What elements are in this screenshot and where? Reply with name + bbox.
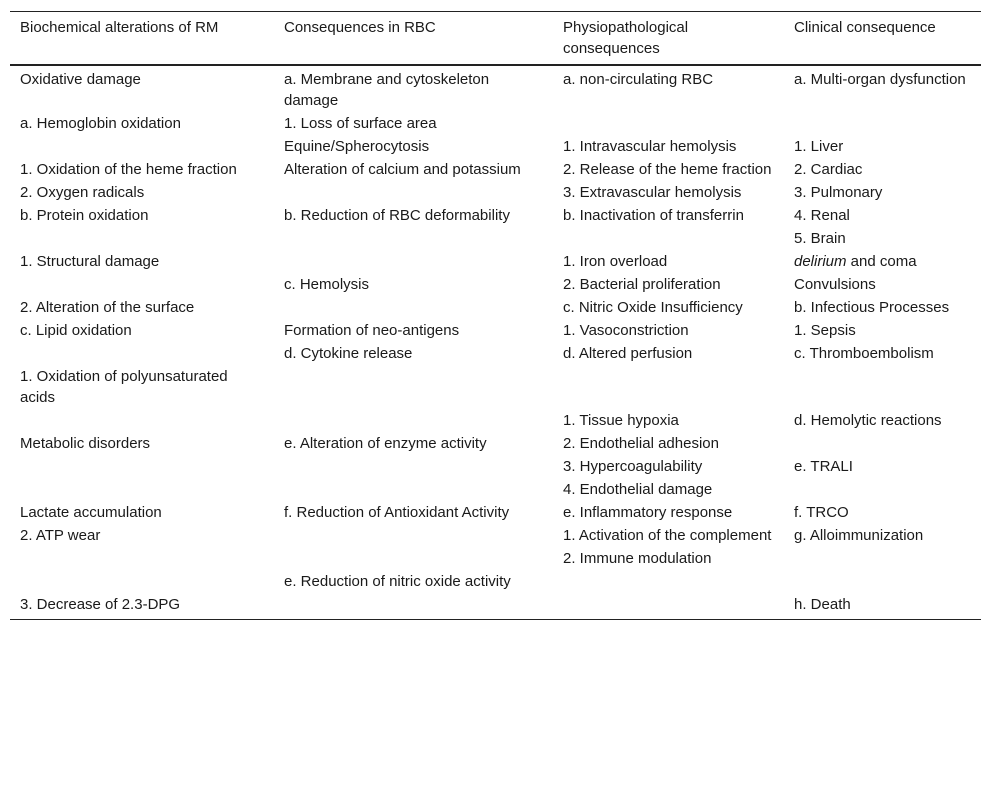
table-cell-delirium [784,250,981,273]
table-row [10,204,981,227]
table-cell [10,342,274,365]
header-rbc: Consequences in RBC [284,19,436,36]
table-cell: a. Hemoglobin oxidation [20,115,181,132]
table-cell: 4. Renal [794,207,850,224]
table-cell [553,112,784,135]
table-cell: d. Cytokine release [284,345,413,362]
consequences-table [10,11,981,620]
table-cell: e. Inflammatory response [563,504,733,521]
header-biochemical: Biochemical alterations of RM [20,19,219,36]
table-cell: 3. Hypercoagulability [563,458,703,475]
table-cell: b. Inactivation of transferrin [563,207,744,224]
table-cell [274,524,553,547]
table-cell [274,455,553,478]
table-cell: 3. Decrease of 2.3-DPG [20,596,181,613]
table-row [10,365,981,409]
delirium-rest: and coma [846,253,917,270]
table-cell: Convulsions [794,276,876,293]
header-physio: Physiopathological consequences [563,19,689,57]
table-cell: b. Protein oxidation [20,207,149,224]
table-cell: 1. Tissue hypoxia [563,412,679,429]
table-row [10,227,981,250]
table-row [10,135,981,158]
header-row [10,12,981,66]
table-cell: e. Reduction of nitric oxide activity [284,573,511,590]
table-cell: 2. Endothelial adhesion [563,435,719,452]
table-cell: e. TRALI [794,458,853,475]
table-cell: 1. Liver [794,138,844,155]
header-clinical: Clinical consequence [794,19,936,36]
table-row [10,524,981,547]
table-row [10,342,981,365]
table-cell: e. Alteration of enzyme activity [284,435,487,452]
table-cell [274,250,553,273]
table-row [10,455,981,478]
table-cell [10,135,274,158]
table-cell: Alteration of calcium and potassium [284,161,521,178]
table-cell: 3. Extravascular hemolysis [563,184,742,201]
table-cell [274,478,553,501]
table-cell [10,227,274,250]
table-cell [553,570,784,593]
table-cell [553,593,784,620]
table-cell [553,227,784,250]
table-cell: a. non-circulating RBC [563,71,714,88]
table-row [10,478,981,501]
table-row [10,296,981,319]
table-row [10,501,981,524]
table-cell: g. Alloimmunization [794,527,924,544]
table-cell [274,409,553,432]
table-cell: 1. Activation of the complement [563,527,772,544]
table-cell: a. Multi-organ dysfunction [794,71,966,88]
table-cell [274,547,553,570]
table-cell [553,365,784,409]
table-row [10,547,981,570]
table-cell: d. Hemolytic reactions [794,412,942,429]
table-cell [784,112,981,135]
delirium-italic: delirium [794,253,847,270]
table-cell [784,570,981,593]
table-cell [10,273,274,296]
table-cell [784,432,981,455]
table-cell [274,296,553,319]
table-cell [784,478,981,501]
table-cell: 2. Oxygen radicals [20,184,145,201]
table-cell: 1. Sepsis [794,322,856,339]
table-cell: 1. Intravascular hemolysis [563,138,737,155]
table-cell: 2. Cardiac [794,161,863,178]
table-cell: 4. Endothelial damage [563,481,713,498]
table-cell: c. Hemolysis [284,276,370,293]
table-cell [10,547,274,570]
table-cell: h. Death [794,596,851,613]
table-row [10,570,981,593]
table-cell: 2. Immune modulation [563,550,712,567]
table-cell: 1. Iron overload [563,253,668,270]
table-cell: 1. Structural damage [20,253,160,270]
table-row [10,181,981,204]
table-cell: 2. Release of the heme fraction [563,161,772,178]
table-cell: 1. Oxidation of polyunsaturated acids [20,368,228,406]
table-cell [10,570,274,593]
table-cell [10,409,274,432]
table-cell: 1. Loss of surface area [284,115,437,132]
table-cell [274,365,553,409]
table-cell: Metabolic disorders [20,435,151,452]
table-row [10,112,981,135]
table-row [10,273,981,296]
table-cell: f. Reduction of Antioxidant Activity [284,504,510,521]
table-cell: a. Membrane and cytoskeleton damage [284,71,490,109]
table-cell: 1. Vasoconstriction [563,322,689,339]
table-cell: d. Altered perfusion [563,345,693,362]
table-cell: f. TRCO [794,504,849,521]
table-container [10,11,981,620]
table-cell: 2. Alteration of the surface [20,299,195,316]
table-cell: 5. Brain [794,230,846,247]
table-row [10,250,981,273]
table-cell: Oxidative damage [20,71,141,88]
table-row [10,409,981,432]
table-cell: 2. ATP wear [20,527,101,544]
table-row [10,319,981,342]
table-cell [10,478,274,501]
table-row [10,593,981,620]
table-cell: c. Thromboembolism [794,345,934,362]
table-cell: 3. Pulmonary [794,184,883,201]
table-cell [10,455,274,478]
table-cell: Formation of neo-antigens [284,322,460,339]
table-cell [274,593,553,620]
table-row [10,65,981,112]
table-cell: Equine/Spherocytosis [284,138,430,155]
table-cell: b. Infectious Processes [794,299,950,316]
table-row [10,158,981,181]
table-cell [784,547,981,570]
table-cell [784,365,981,409]
table-body [10,65,981,620]
table-cell: c. Lipid oxidation [20,322,132,339]
table-cell: Lactate accumulation [20,504,162,521]
table-cell: b. Reduction of RBC deformability [284,207,510,224]
table-cell [274,181,553,204]
table-cell [274,227,553,250]
table-row [10,432,981,455]
table-cell: 1. Oxidation of the heme fraction [20,161,237,178]
table-cell: 2. Bacterial proliferation [563,276,721,293]
table-cell: c. Nitric Oxide Insufficiency [563,299,743,316]
table-header [10,12,981,66]
